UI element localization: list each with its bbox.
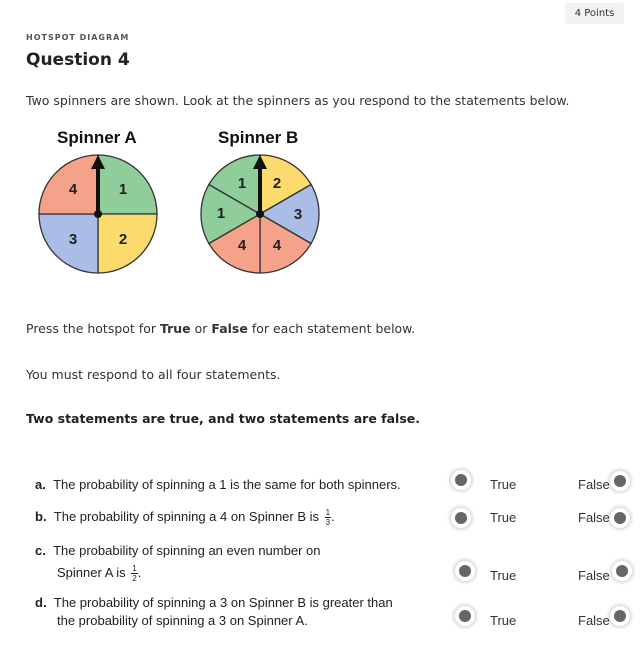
instruction-true-word: True — [159, 321, 191, 336]
hotspot-dot — [459, 565, 471, 577]
hotspot-dot — [459, 610, 471, 622]
spinner-a-num-4: 4 — [68, 181, 78, 198]
fraction-one-half: $\frac{1}{2}$ — [132, 564, 137, 583]
statement-b-false-label: False — [578, 510, 610, 525]
statement-a-false-label: False — [578, 477, 610, 492]
statement-a-true-label: True — [490, 477, 517, 492]
statement-c-line1: The probability of spinning an even number on — [53, 543, 321, 558]
spinner-a-section-1 — [98, 155, 157, 214]
hotspot-dot — [616, 565, 628, 577]
spinner-b-num-1b: 1 — [216, 205, 226, 222]
spinner-a-num-3: 3 — [68, 231, 78, 248]
statement-b-false-hotspot[interactable] — [610, 508, 630, 528]
spinner-a-label: Spinner A — [57, 128, 137, 147]
spinner-a — [36, 152, 160, 276]
spinner-b-num-1: 1 — [237, 175, 247, 192]
spinner-b-pivot — [256, 210, 264, 218]
spinner-b-num-4a: 4 — [272, 237, 282, 254]
statement-d-line2: the probability of spinning a 3 on Spinner A. — [57, 613, 308, 628]
statement-d-line1: The probability of spinning a 3 on Spinner B is greater than — [53, 595, 393, 610]
spinner-b-label: Spinner B — [218, 128, 299, 147]
statement-c-false-hotspot[interactable] — [612, 561, 632, 581]
statement-d-true-label: True — [490, 613, 517, 628]
statement-d-letter: d. — [35, 595, 47, 610]
statement-a-false-hotspot[interactable] — [610, 471, 630, 491]
instruction-respond: You must respond to all four statements. — [26, 367, 281, 382]
question-intro: Two spinners are shown. Look at the spinners as you respond to the statements below. — [26, 93, 570, 108]
instruction-false-word: False — [211, 321, 248, 336]
statement-c-line2-wrap: Spinner A is $\frac{1}{2}$ . — [57, 564, 142, 583]
statement-c-false-label: False — [578, 568, 610, 583]
statement-a-text: The probability of spinning a 1 is the same for both spinners. — [53, 477, 401, 492]
statement-a-true-hotspot[interactable] — [451, 470, 471, 490]
spinner-a-section-2 — [98, 214, 157, 273]
hotspot-dot — [455, 512, 467, 524]
question-title: Question 4 — [26, 50, 130, 70]
instruction-note: Two statements are true, and two statements are false. — [26, 411, 420, 426]
hotspot-dot — [614, 512, 626, 524]
statement-d-false-label: False — [578, 613, 610, 628]
statement-d-false-hotspot[interactable] — [610, 606, 630, 626]
spinner-a-num-1: 1 — [118, 181, 128, 198]
question-type-label: HOTSPOT DIAGRAM — [26, 33, 130, 42]
spinner-a-num-2: 2 — [118, 231, 128, 248]
statement-c-true-hotspot[interactable] — [455, 561, 475, 581]
statement-b-true-label: True — [490, 510, 517, 525]
statement-d — [35, 595, 393, 610]
instruction-press-suffix: for each statement below. — [247, 321, 416, 336]
hotspot-dot — [614, 610, 626, 622]
instruction-or-word: or — [190, 321, 212, 336]
hotspot-dot — [614, 475, 626, 487]
spinner-b-num-2: 2 — [272, 175, 282, 192]
statement-a — [35, 477, 401, 492]
statement-c-line2: Spinner A is — [57, 564, 126, 580]
statement-a-letter: a. — [35, 477, 46, 492]
hotspot-dot — [455, 474, 467, 486]
statement-b-letter: b. — [35, 508, 47, 524]
statement-c-true-label: True — [490, 568, 517, 583]
spinner-b — [198, 152, 322, 276]
statement-b: b. The probability of spinning a 4 on Spinner B is $\frac{1}{3}$ . — [35, 508, 335, 527]
statement-c — [35, 543, 320, 558]
instruction-press-prefix: Press the hotspot for — [26, 321, 160, 336]
spinner-b-num-3: 3 — [293, 206, 303, 223]
statement-b-text: The probability of spinning a 4 on Spinner B is — [53, 508, 320, 524]
statement-d-true-hotspot[interactable] — [455, 606, 475, 626]
fraction-one-third: $\frac{1}{3}$ — [325, 508, 331, 527]
spinner-a-pivot — [94, 210, 102, 218]
points-badge: 4 Points — [565, 3, 624, 24]
statement-c-letter: c. — [35, 543, 46, 558]
spinner-b-num-4b: 4 — [237, 237, 247, 254]
statement-b-true-hotspot[interactable] — [451, 508, 471, 528]
instruction-press — [26, 321, 415, 336]
